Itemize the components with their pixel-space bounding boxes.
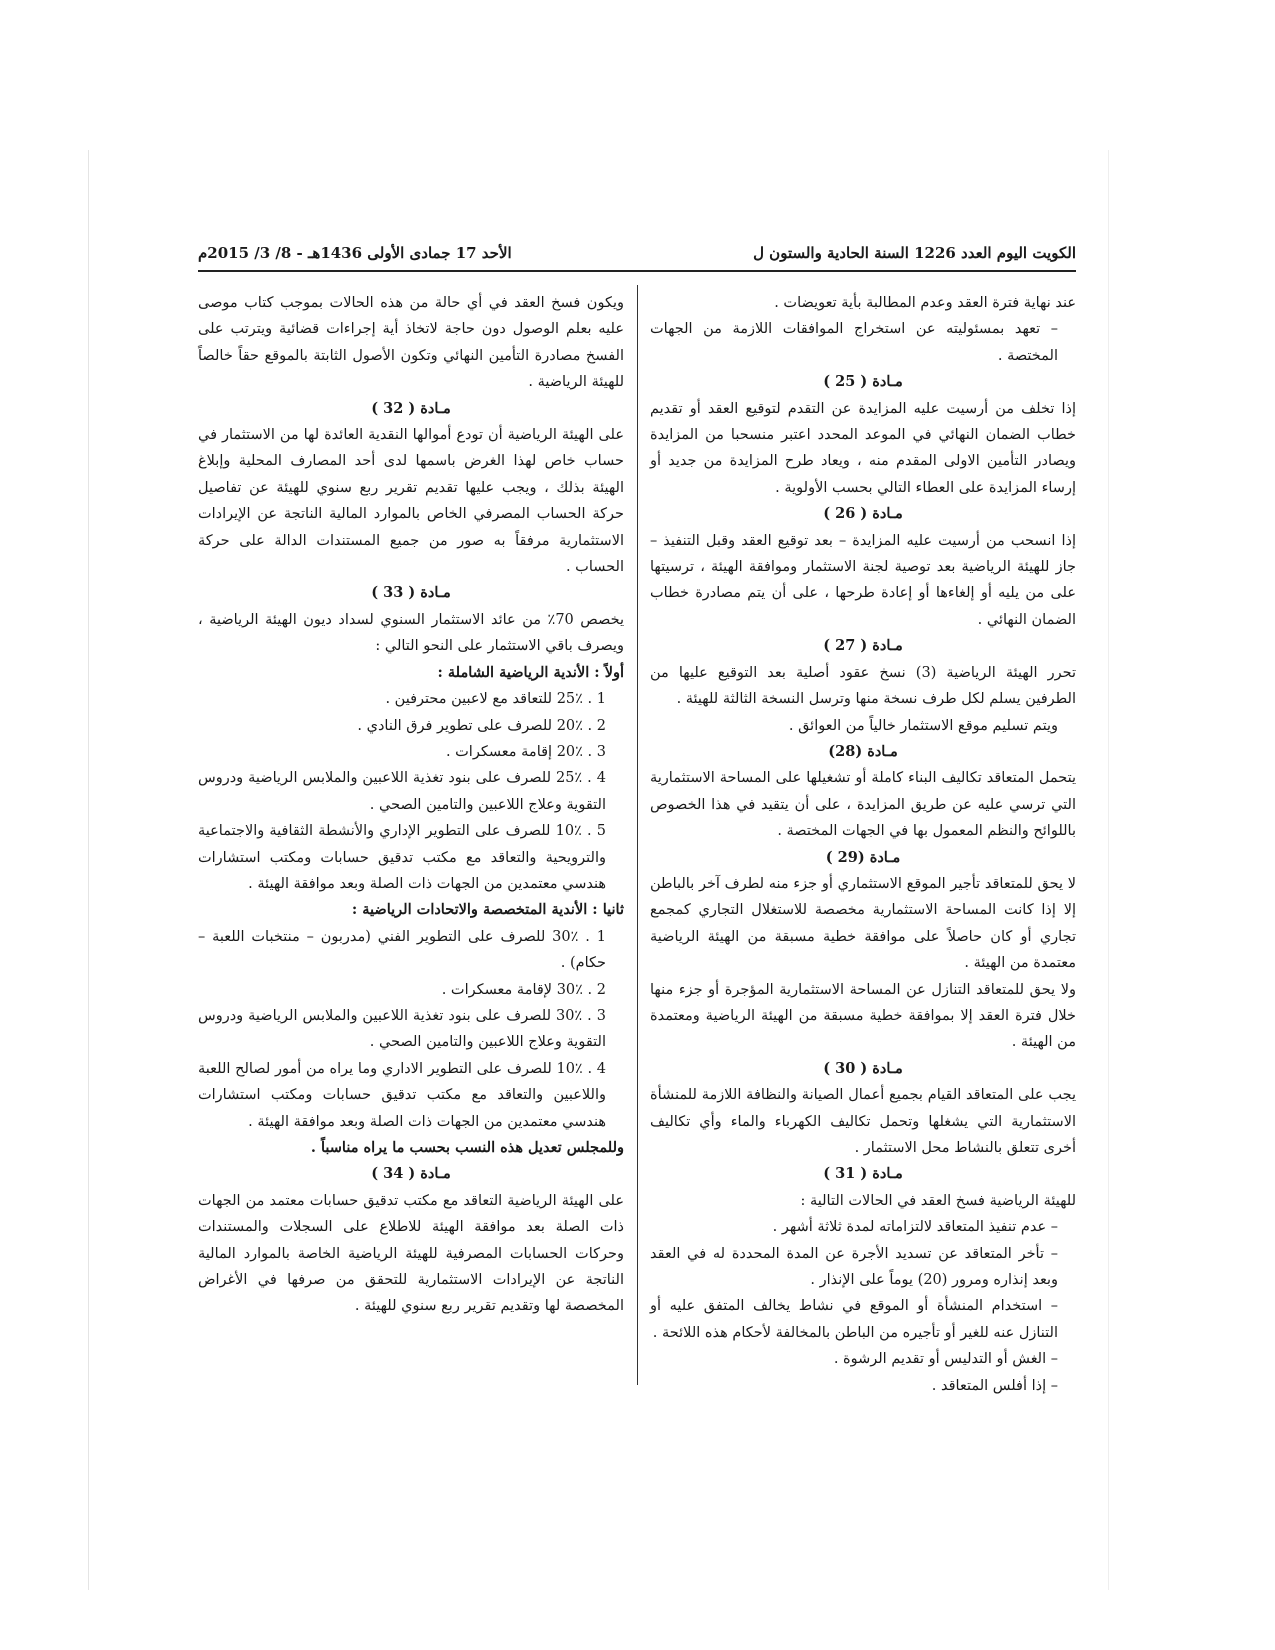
right-column [650, 290, 1076, 1399]
list-item: – تأخر المتعاقد عن تسديد الأجرة عن المدة المحددة له في العقد وبعد إنذاره ومرور (20) يوماً على الإنذار . [650, 1245, 1058, 1289]
list-item: – استخدام المنشأة أو الموقع في نشاط يخالف المتفق عليه أو التنازل عنه للغير أو تأجيره من الباطن بالمخالفة لأحكام هذه اللائحة . [650, 1298, 1058, 1341]
paragraph: – تعهد بمسئوليته عن استخراج الموافقات اللازمة من الجهات المختصة . [650, 321, 1058, 364]
article-heading: مـادة ( 32 ) [371, 399, 451, 417]
list-item: 1 . 25٪ للتعاقد مع لاعبين محترفين . [385, 691, 606, 708]
list-item: – الغش أو التدليس أو تقديم الرشوة . [833, 1351, 1058, 1368]
article-heading: مـادة ( 25 ) [823, 373, 903, 391]
paragraph: تحرر الهيئة الرياضية (3) نسخ عقود أصلية بعد التوقيع عليها من الطرفين يسلم لكل طرف نسخة منها وترسل النسخة الثالثة للهيئة . [650, 664, 1076, 708]
list-item: – إذا أفلس المتعاقد . [931, 1377, 1058, 1394]
header-publication: الكويت اليوم العدد 1226 السنة الحادية والستون ل [753, 244, 1076, 262]
list-item: 4 . 25٪ للصرف على بنود تغذية اللاعبين والملابس الرياضية ودروس التقوية وعلاج اللاعبين والتامين الصحي . [198, 770, 606, 813]
paragraph: يجب على المتعاقد القيام بجميع أعمال الصيانة والنظافة اللازمة للمنشأة الاستثمارية التي يشغلها وتحمل تكاليف الكهرباء والماء وأي تكاليف أخرى تتعلق بالنشاط محل الاستثمار . [650, 1087, 1076, 1156]
list-item: – عدم تنفيذ المتعاقد لالتزاماته لمدة ثلاثة أشهر . [772, 1219, 1058, 1236]
article-heading: مـادة ( 26 ) [823, 505, 903, 523]
paragraph: إذا تخلف من أرسيت عليه المزايدة عن التقدم لتوقيع العقد أو تقديم خطاب الضمان النهائي في الموعد المحدد اعتبر منسحبا من المزايدة ويصادر التأمين الاولى المقدم منه ، ويعاد طرح المزايدة من جديد أو إرساء المزايدة على العطاء التالي بحسب الأولوية . [650, 400, 1076, 496]
left-column [198, 290, 624, 1320]
article-heading: مـادة ( 27 ) [823, 637, 903, 655]
list-item: 1 . 30٪ للصرف على التطوير الفني (مدربون – منتخبات اللعبة – حكام) . [198, 928, 606, 972]
article-heading: مـادة ( 31 ) [823, 1165, 903, 1183]
paragraph: للهيئة الرياضية فسخ العقد في الحالات التالية : [800, 1192, 1076, 1209]
paragraph: على الهيئة الرياضية أن تودع أموالها النقدية العائدة لها من الاستثمار في حساب خاص لهذا الغرض باسمها لدى أحد المصارف المحلية وإبلاغ الهيئة بذلك ، ويجب عليها تقديم تقرير ربع سنوي للهيئة عن تفاصيل حركة الحساب المصرفي الخاص بالموارد المالية الناتجة عن الإيرادات الاستثمارية مرفقاً به صور من جميع المستندات الدالة على حركة الحساب . [198, 427, 624, 576]
list-item: 4 . 10٪ للصرف على التطوير الاداري وما يراه من أمور لصالح اللعبة واللاعبين والتعاقد مع مكتب تدقيق حسابات ومكتب استشارات هندسي معتمدين من الجهات ذات الصلة وبعد موافقة الهيئة . [198, 1060, 607, 1130]
paragraph: عند نهاية فترة العقد وعدم المطالبة بأية تعويضات . [774, 295, 1076, 311]
article-heading: مـادة ( 34 ) [371, 1165, 451, 1183]
header-date: الأحد 17 جمادى الأولى 1436هـ - 8/ 3/ 2015م [198, 244, 512, 262]
paragraph: ولا يحق للمتعاقد التنازل عن المساحة الاستثمارية المؤجرة أو جزء منها خلال فترة العقد إلا بموافقة خطية مسبقة من الهيئة الرياضية ومعتمدة من الهيئة . [650, 981, 1076, 1051]
list-item: 3 . 20٪ إقامة معسكرات . [445, 743, 606, 760]
article-heading: مـادة (28) [828, 742, 898, 760]
paragraph: إذا انسحب من أرسيت عليه المزايدة – بعد توقيع العقد وقبل التنفيذ – جاز للهيئة الرياضية بعد توصية لجنة الاستثمار وموافقة الهيئة ، ترسيتها على من يليه أو إلغاءها أو إعادة طرحها ، على أن يتم مصادرة خطاب الضمان النهائي . [650, 532, 1076, 628]
bold-statement: وللمجلس تعديل هذه النسب بحسب ما يراه مناسباً . [310, 1139, 624, 1156]
scan-edge-left [88, 150, 89, 1590]
paragraph: يتحمل المتعاقد تكاليف البناء كاملة أو تشغيلها على المساحة الاستثمارية التي ترسي عليه عن طريق المزايدة ، على أن يتقيد في هذا الخصوص باللوائح والنظم المعمول بها في الجهات المختصة . [650, 770, 1076, 840]
paragraph: يخصص 70٪ من عائد الاستثمار السنوي لسداد ديون الهيئة الرياضية ، ويصرف باقي الاستثمار على النحو التالي : [198, 611, 625, 655]
list-item: 3 . 30٪ للصرف على بنود تغذية اللاعبين والملابس الرياضية ودروس التقوية وعلاج اللاعبين والتامين الصحي . [198, 1007, 606, 1051]
article-heading: مـادة ( 30 ) [823, 1059, 903, 1077]
page-header [198, 244, 1076, 266]
section-heading: ثانيا : الأندية المتخصصة والاتحادات الرياضية : [351, 901, 624, 919]
paragraph: ويكون فسخ العقد في أي حالة من هذه الحالات بموجب كتاب موصى عليه بعلم الوصول دون حاجة لاتخاذ أية إجراءات قضائية ويترتب على الفسخ مصادرة التأمين النهائي وتكون الأصول الثابتة بالموقع حقاً خالصاً للهيئة الرياضية . [198, 295, 624, 391]
section-heading: أولاً : الأندية الرياضية الشاملة : [437, 663, 624, 681]
header-rule [198, 270, 1076, 272]
list-item: 5 . 10٪ للصرف على التطوير الإداري والأنشطة الثقافية والاجتماعية والترويحية والتعاقد مع مكتب تدقيق حسابات ومكتب استشارات هندسي معتمدين من الجهات ذات الصلة وبعد موافقة الهيئة . [198, 823, 606, 892]
paragraph: لا يحق للمتعاقد تأجير الموقع الاستثماري أو جزء منه لطرف آخر بالباطن إلا إذا كانت المساحة الاستثمارية مخصصة للاستغلال التجاري كمجمع تجاري أو كان حاصلاً على موافقة خطية مسبقة من الهيئة الرياضية معتمدة من الهيئة . [650, 875, 1076, 972]
list-item: 2 . 20٪ للصرف على تطوير فرق النادي . [357, 717, 606, 734]
paragraph: على الهيئة الرياضية التعاقد مع مكتب تدقيق حسابات معتمد من الجهات ذات الصلة بعد موافقة الهيئة للاطلاع على السجلات والمستندات وحركات الحسابات المصرفية للهيئة الرياضية الخاصة بالموارد المالية الناتجة عن الإيرادات الاستثمارية للتحقق من صرفها في الأغراض المخصصة لها وتقديم تقرير ربع سنوي للهيئة . [198, 1192, 624, 1315]
paragraph: ويتم تسليم موقع الاستثمار خالياً من العوائق . [788, 717, 1058, 734]
scan-edge-right [1108, 150, 1109, 1590]
column-divider [637, 285, 638, 1385]
article-heading: مـادة (29 ) [825, 848, 901, 866]
article-heading: مـادة ( 33 ) [371, 584, 451, 602]
list-item: 2 . 30٪ لإقامة معسكرات . [441, 981, 606, 998]
